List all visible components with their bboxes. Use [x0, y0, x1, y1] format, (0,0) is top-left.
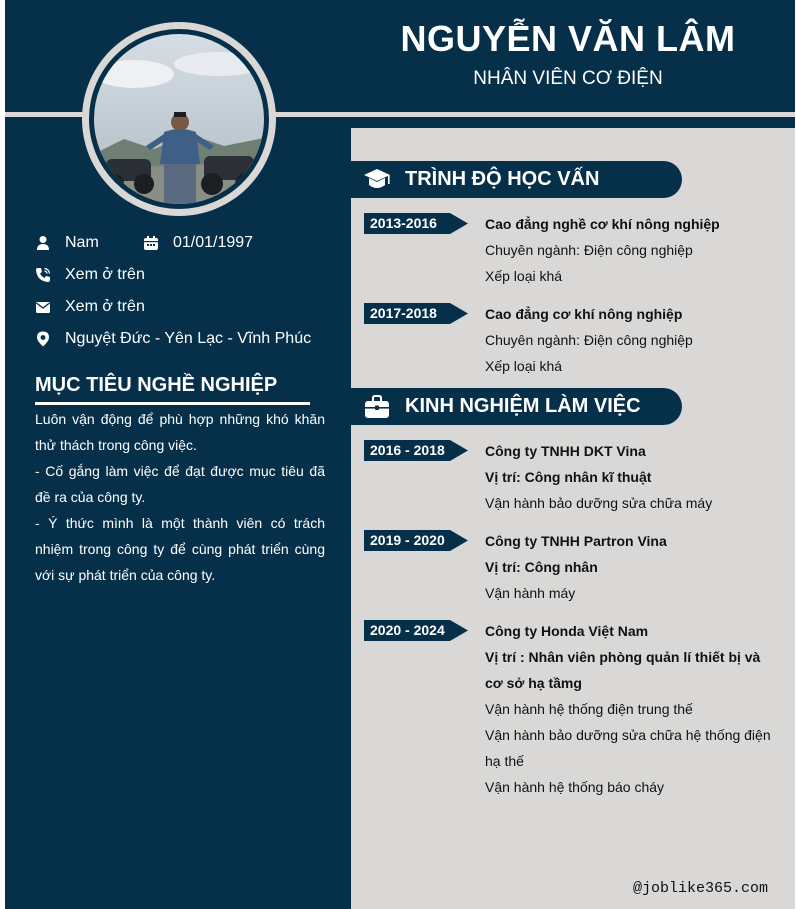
education-header — [351, 161, 682, 198]
cv-page — [5, 0, 795, 909]
education-title: TRÌNH ĐỘ HỌC VẤN — [405, 168, 600, 190]
experience-period-badge — [364, 440, 445, 461]
experience-entry — [485, 528, 775, 606]
experience-title: KINH NGHIỆM LÀM VIỆC — [405, 395, 641, 417]
job-title: NHÂN VIÊN CƠ ĐIỆN — [473, 68, 663, 89]
envelope-icon — [35, 299, 51, 315]
email-value: Xem ở trên — [65, 298, 145, 315]
birthday-row — [143, 234, 253, 252]
education-period: 2013-2016 — [370, 215, 437, 231]
education-entry — [485, 211, 775, 289]
gender-value: Nam — [65, 234, 99, 251]
gender-row — [35, 234, 99, 252]
education-period-badge — [364, 303, 437, 324]
birthday-value: 01/01/1997 — [173, 234, 254, 251]
calendar-icon — [143, 235, 159, 251]
education-major: Chuyên ngành: Điện công nghiệp — [485, 242, 693, 258]
education-period-badge — [364, 213, 437, 234]
experience-period: 2016 - 2018 — [370, 442, 445, 458]
objective-line: - Cố gắng làm việc để đạt được mục tiêu đã đề ra của công ty. — [35, 463, 325, 505]
objective-heading: MỤC TIÊU NGHỀ NGHIỆP — [35, 374, 278, 396]
location-pin-icon — [35, 331, 51, 347]
company-name: Công ty TNHH Partron Vina — [485, 533, 667, 549]
experience-entry — [485, 438, 775, 516]
company-name: Công ty Honda Việt Nam — [485, 623, 649, 639]
job-duty: Vận hành máy — [485, 585, 576, 601]
experience-header — [351, 388, 682, 425]
school-name: Cao đẳng nghề cơ khí nông nghiệp — [485, 216, 720, 232]
objective-text — [35, 406, 325, 588]
job-duty: Vận hành hệ thống điện trung thế — [485, 701, 693, 717]
objective-line: - Ý thức mình là một thành viên có trách nhiệm trong công ty để cùng phát triển cùng với sự phát triển của công ty. — [35, 515, 325, 583]
company-name: Công ty TNHH DKT Vina — [485, 443, 646, 459]
address-row — [35, 330, 311, 348]
graduation-cap-icon — [363, 167, 391, 193]
education-major: Chuyên ngành: Điện công nghiệp — [485, 332, 693, 348]
briefcase-icon — [363, 394, 391, 420]
school-name: Cao đẳng cơ khí nông nghiệp — [485, 306, 683, 322]
experience-period-badge — [364, 620, 445, 641]
job-duty: Vận hành bảo dưỡng sửa chữa máy — [485, 495, 713, 511]
objective-line: Luôn vận động để phù hợp những khó khăn thử thách trong công việc. — [35, 411, 325, 453]
education-period: 2017-2018 — [370, 305, 437, 321]
experience-entry — [485, 618, 775, 800]
phone-value: Xem ở trên — [65, 266, 145, 283]
education-entry — [485, 301, 775, 379]
email-row — [35, 298, 145, 316]
experience-period-badge — [364, 530, 445, 551]
user-icon — [35, 235, 51, 251]
education-grade: Xếp loại khá — [485, 268, 563, 284]
avatar — [94, 34, 264, 204]
candidate-name: NGUYỄN VĂN LÂM — [400, 18, 736, 59]
education-grade: Xếp loại khá — [485, 358, 563, 374]
job-position: Vị trí : Nhân viên phòng quản lí thiết bị và cơ sở hạ tầmg — [485, 649, 761, 691]
phone-row — [35, 266, 145, 284]
address-value: Nguyệt Đức - Yên Lạc - Vĩnh Phúc — [65, 330, 312, 347]
job-position: Vị trí: Công nhân — [485, 559, 598, 575]
phone-icon — [35, 267, 51, 283]
watermark: @joblike365.com — [633, 880, 769, 897]
job-duty: Vận hành bảo dưỡng sửa chữa hệ thống điện hạ thế — [485, 727, 771, 769]
experience-period: 2020 - 2024 — [370, 622, 445, 638]
job-position: Vị trí: Công nhân kĩ thuật — [485, 469, 652, 485]
objective-underline — [35, 402, 310, 405]
job-duty: Vận hành hệ thống báo cháy — [485, 779, 665, 795]
experience-period: 2019 - 2020 — [370, 532, 445, 548]
